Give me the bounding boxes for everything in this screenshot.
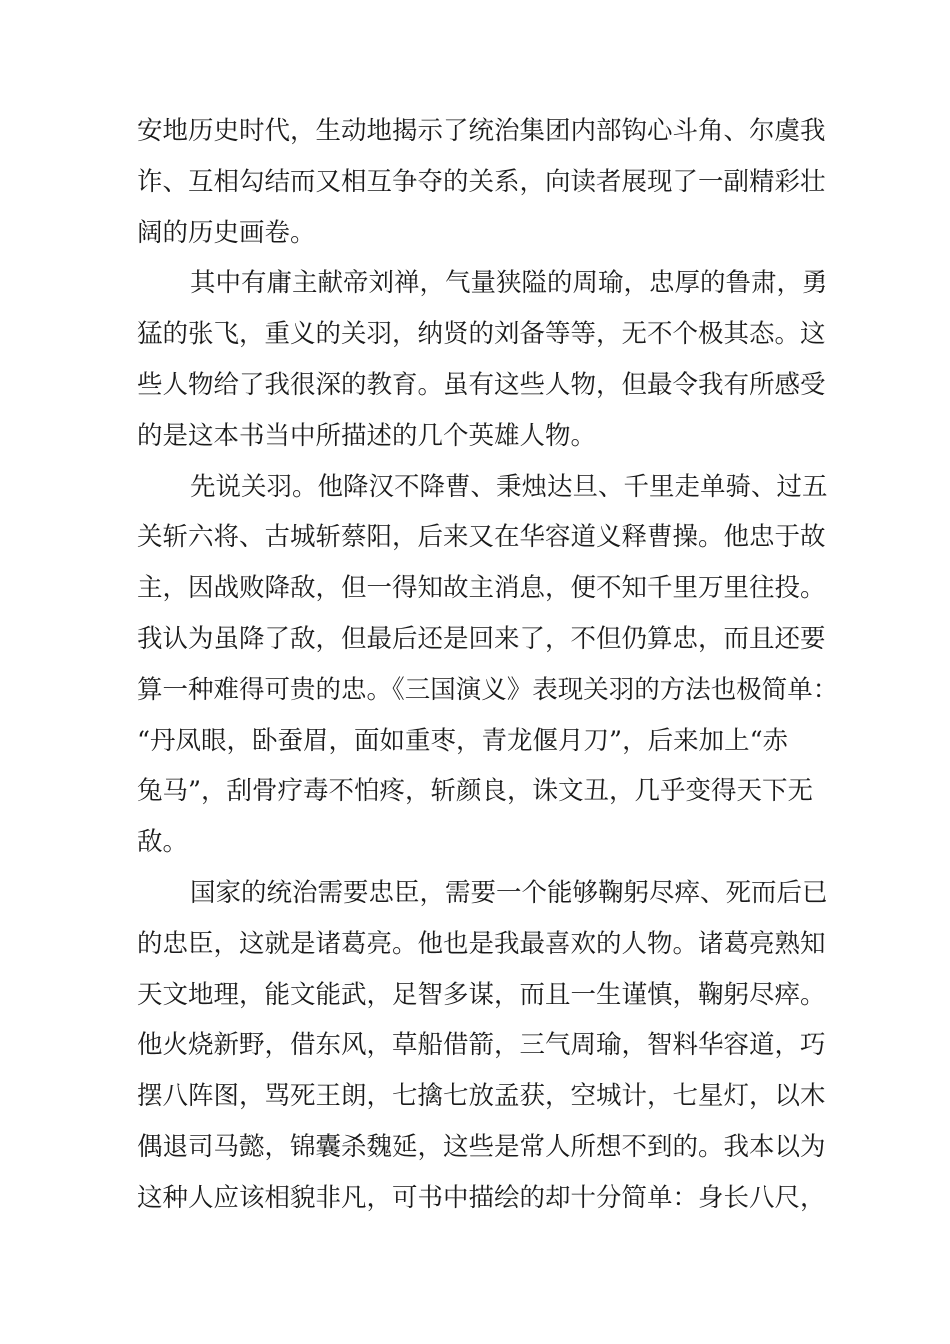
text-line: 敌。 [137, 827, 189, 858]
text-line: 猛的张飞，重义的关羽，纳贤的刘备等等，无不个极其态。这 [137, 319, 826, 350]
paragraph [137, 868, 837, 1224]
text-line: 他火烧新野，借东风，草船借箭，三气周瑜，智料华容道，巧 [137, 1030, 826, 1061]
text-line: 阔的历史画卷。 [137, 217, 316, 248]
text-line: 国家的统治需要忠臣，需要一个能够鞠躬尽瘁、死而后已 [190, 877, 828, 908]
text-line: 的忠臣，这就是诸葛亮。他也是我最喜欢的人物。诸葛亮熟知 [137, 928, 826, 959]
paragraph [137, 462, 837, 868]
text-line: 这种人应该相貌非凡，可书中描绘的却十分简单：身长八尺， [137, 1182, 826, 1213]
paragraph [137, 106, 837, 258]
text-line: 关斩六将、古城斩蔡阳，后来又在华容道义释曹操。他忠于故 [137, 522, 826, 553]
text-line: 兔马”，刮骨疗毒不怕疼，斩颜良，诛文丑，几乎变得天下无 [137, 776, 814, 807]
text-line: 主，因战败降敌，但一得知故主消息，便不知千里万里往投。 [137, 573, 826, 604]
text-line: 摆八阵图，骂死王朗，七擒七放孟获，空城计，七星灯，以木 [137, 1081, 826, 1112]
text-line: 先说关羽。他降汉不降曹、秉烛达旦、千里走单骑、过五 [190, 471, 828, 502]
text-line: “丹凤眼，卧蚕眉，面如重枣，青龙偃月刀”，后来加上“赤 [137, 725, 789, 756]
text-line: 些人物给了我很深的教育。虽有这些人物，但最令我有所感受 [137, 369, 826, 400]
text-line: 天文地理，能文能武，足智多谋，而且一生谨慎，鞠躬尽瘁。 [137, 979, 826, 1010]
body-text [137, 106, 837, 1224]
text-line: 的是这本书当中所描述的几个英雄人物。 [137, 420, 597, 451]
text-line: 我认为虽降了敌，但最后还是回来了，不但仍算忠，而且还要 [137, 623, 826, 654]
text-line: 诈、互相勾结而又相互争夺的关系，向读者展现了一副精彩壮 [137, 166, 826, 197]
paragraph [137, 258, 837, 461]
text-line: 安地历史时代，生动地揭示了统治集团内部钩心斗角、尔虞我 [137, 116, 826, 146]
text-line: 算一种难得可贵的忠。《三国演义》表现关羽的方法也极简单： [137, 674, 839, 705]
text-line: 偶退司马懿，锦囊杀魏延，这些是常人所想不到的。我本以为 [137, 1131, 826, 1162]
text-line: 其中有庸主献帝刘禅，气量狭隘的周瑜，忠厚的鲁肃，勇 [190, 268, 828, 299]
